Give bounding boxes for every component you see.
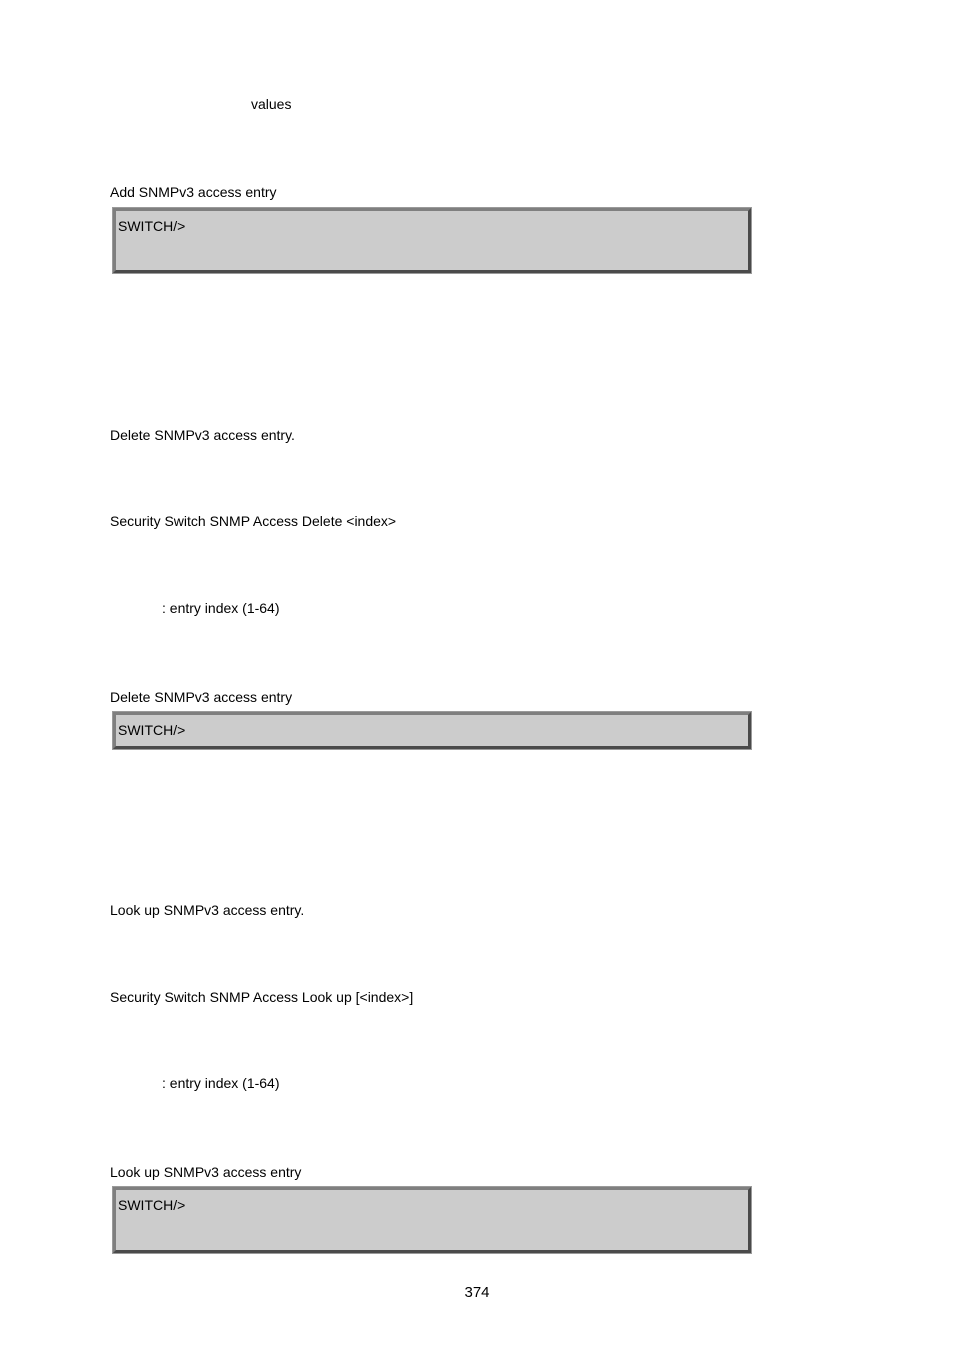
delete-syntax: Security Switch SNMP Access Delete <index> bbox=[110, 513, 397, 529]
lookup-description: Look up SNMPv3 access entry. bbox=[110, 902, 305, 918]
delete-command-box bbox=[113, 712, 751, 749]
delete-example-caption: Delete SNMPv3 access entry bbox=[110, 689, 293, 705]
lookup-example-caption: Look up SNMPv3 access entry bbox=[110, 1164, 302, 1180]
delete-command-prompt: SWITCH/> bbox=[118, 722, 186, 738]
add-command-box bbox=[113, 208, 751, 273]
lookup-command-box bbox=[113, 1187, 751, 1253]
lookup-param-description: : entry index (1-64) bbox=[162, 1075, 280, 1091]
add-example-caption: Add SNMPv3 access entry bbox=[110, 184, 277, 200]
values-label: values bbox=[251, 96, 292, 112]
lookup-syntax: Security Switch SNMP Access Look up [<index>] bbox=[110, 989, 414, 1005]
add-command-prompt: SWITCH/> bbox=[118, 218, 186, 234]
page-number: 374 bbox=[464, 1284, 490, 1301]
lookup-command-prompt: SWITCH/> bbox=[118, 1197, 186, 1213]
delete-description: Delete SNMPv3 access entry. bbox=[110, 427, 295, 443]
delete-param-description: : entry index (1-64) bbox=[162, 600, 280, 616]
